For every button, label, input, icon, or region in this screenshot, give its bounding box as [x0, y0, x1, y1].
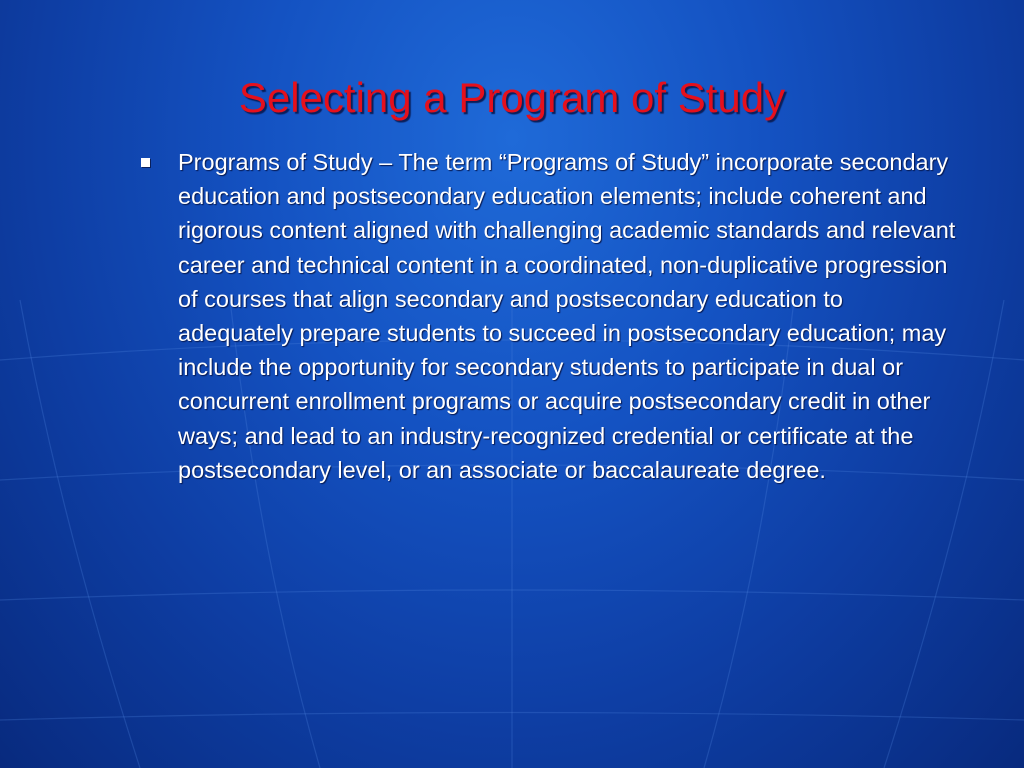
square-bullet-icon: [141, 158, 150, 167]
list-item: [138, 145, 958, 487]
bullet-text: Programs of Study – The term “Programs of Study” incorporate secondary education and postsecondary education elements; include coherent and rigorous content aligned with challenging academic standards and relevant career and technical content in a coordinated, non-duplicative progression of courses that align secondary and postsecondary education to adequately prepare students to succeed in postsecondary education; may include the opportunity for secondary students to participate in dual or concurrent enrollment programs or acquire postsecondary credit in other ways; and lead to an industry-recognized credential or certificate at the postsecondary level, or an associate or baccalaureate degree.: [178, 149, 956, 483]
slide-title: Selecting a Program of Study: [238, 74, 786, 121]
bullet-list: [138, 145, 958, 487]
